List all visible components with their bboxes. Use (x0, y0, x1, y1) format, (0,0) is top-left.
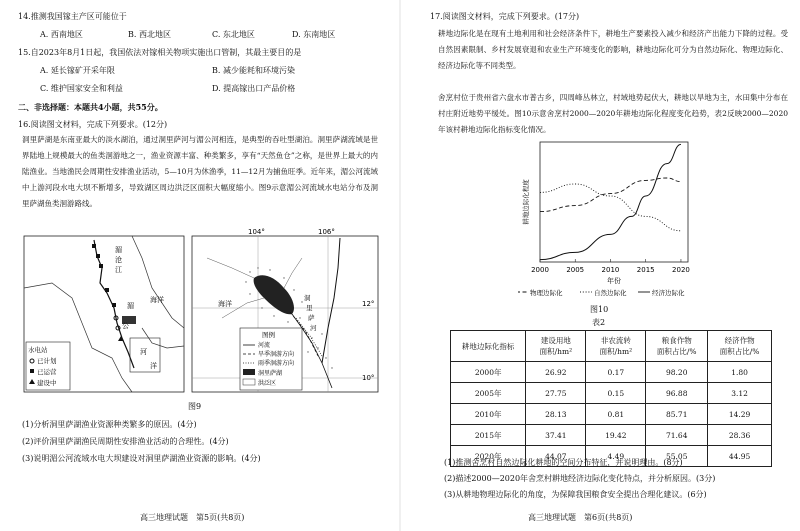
q17-sub-2: (2)描述2000—2020年舍烹村耕地经济边际化变化特点，并分析原因。(3分) (444, 474, 716, 483)
map-label-li: 里 (306, 304, 313, 312)
map-legend-title: 图例 (262, 331, 275, 339)
q16-sub-3: (3)说明湄公河流域水电大坝建设对洞里萨湖渔业资源的影响。(4分) (22, 454, 261, 463)
q16-sub-1: (1)分析洞里萨湖渔业资源种类繁多的原因。(4分) (22, 420, 197, 429)
hydropower-legend-title: 水电站 (28, 346, 48, 354)
lat-12-label: 12° (362, 300, 375, 308)
legend-label-2: 自然边际化 (594, 289, 627, 297)
map-label-sa: 萨 (308, 314, 315, 322)
q14-option-d: D. 东南地区 (292, 30, 336, 39)
map-label-lancang3: 江 (115, 266, 122, 274)
page-6-footer: 高三地理试题 第6页(共8页) (528, 513, 633, 522)
figure-9-label: 图9 (188, 402, 202, 411)
table-cell: 3.12 (708, 383, 772, 404)
q15-option-b: B. 减少能耗和环境污染 (212, 66, 295, 75)
table-row (451, 362, 772, 383)
legend-label-3: 经济边际化 (652, 289, 685, 297)
lat-10-label: 10° (362, 374, 375, 382)
x-axis-label: 年份 (607, 277, 621, 285)
table-2-label: 表2 (592, 318, 606, 327)
lon-106-label: 106° (318, 228, 335, 236)
page-5-footer: 高三地理试题 第5页(共8页) (140, 513, 245, 522)
table-cell: 19.42 (586, 425, 646, 446)
q14-stem: 14.推测我国镓主产区可能位于 (18, 12, 127, 21)
map-label-mekong2: 公 (122, 322, 129, 330)
q17-sub-1: (1)推测舍烹村自然边际化耕地的空间分布特征，并说明理由。(8分) (444, 458, 683, 467)
exam-page-6 (400, 0, 800, 531)
table-row (451, 383, 772, 404)
x-tick-label: 2020 (672, 266, 690, 274)
q16-material: 洞里萨湖是东南亚最大的淡水湖泊，通过洞里萨河与湄公河相连，是典型的吞吐型湖泊。洞里萨湖流域是世界陆地上规模最大的鱼类洄游地之一，渔业资源丰富、种类繁多，享有“天然鱼仓”之称，是世界上最大的内陆渔业。当地渔民会周期性安排渔业活动，5—10月为休渔季，11—12月为捕鱼旺季。近年来，湄公河流域中上游河段水电大坝不断增多，导致湖区周边洪泛区面积大幅度缩小。图9示意湄公河流域水电站分布及洞里萨湖鱼类洄游路线。 (22, 135, 378, 208)
table-cell: 27.75 (526, 383, 586, 404)
table-cell: 44.95 (708, 446, 772, 467)
legend-lake: 洞里萨湖 (258, 370, 283, 377)
q16-sub-2: (2)评价洞里萨湖渔民周期性安排渔业活动的合理性。(4分) (22, 437, 229, 446)
q15-option-d: D. 提高镓出口产品价格 (212, 84, 296, 93)
map-label-sea: 海洋 (150, 296, 164, 304)
map-label-he2: 河 (310, 324, 317, 332)
q16-stem: 16.阅读图文材料，完成下列要求。(12分) (18, 120, 168, 129)
q14-option-a: A. 西南地区 (40, 30, 83, 39)
table-cell: 26.92 (526, 362, 586, 383)
q15-option-a: A. 延长镓矿开采年限 (40, 66, 115, 75)
tonle-sap-map (192, 228, 378, 392)
table-header-cell: 建设用地 面积/hm² (526, 331, 586, 362)
q17-stem: 17.阅读图文材料，完成下列要求。(17分) (430, 12, 580, 21)
table-cell: 0.17 (586, 362, 646, 383)
table-cell: 2015年 (451, 425, 526, 446)
table-cell: 28.13 (526, 404, 586, 425)
table-cell: 0.81 (586, 404, 646, 425)
q14-option-c: C. 东北地区 (212, 30, 255, 39)
table-header-row (451, 331, 772, 362)
table-cell: 55.05 (646, 446, 708, 467)
x-tick-label: 2010 (601, 266, 620, 274)
table-cell: 96.88 (646, 383, 708, 404)
table-cell: 14.29 (708, 404, 772, 425)
x-tick-label: 2005 (566, 266, 585, 274)
figure-10-chart (518, 134, 698, 304)
legend-wet-season: 雨季洄游方向 (258, 360, 295, 367)
figure-10-label: 图10 (590, 305, 609, 314)
series-line-3 (540, 144, 681, 259)
legend-floodplain: 洪泛区 (258, 380, 277, 387)
map-label-yang: 洋 (150, 362, 157, 370)
q17-material-2: 舍烹村位于贵州省六盘水市普古乡，四周峰丛林立，村域地势起伏大，耕地以旱地为主，水田集中分布在村庄附近地势平缓处。图10示意舍烹村2000—2020年耕地边际化程度变化趋势，表2反映2000—2020年该村耕地边际化指标变化情况。 (438, 93, 788, 134)
table-header-cell: 耕地边际化指标 (451, 331, 526, 362)
table-row (451, 404, 772, 425)
table-row (451, 425, 772, 446)
lake-legend-icon (243, 369, 255, 375)
lon-104-label: 104° (248, 228, 265, 236)
floodplain-legend-icon (243, 379, 255, 385)
mekong-basin-map (24, 236, 184, 392)
table-cell: 0.15 (586, 383, 646, 404)
table-cell: 28.36 (708, 425, 772, 446)
map-legend (240, 328, 302, 390)
table-cell: 37.41 (526, 425, 586, 446)
table-2 (450, 330, 772, 467)
q14-option-b: B. 西北地区 (128, 30, 171, 39)
x-tick-label: 2015 (636, 266, 655, 274)
table-header-cell: 非农流转 面积/hm² (586, 331, 646, 362)
map-label-sea-right: 海洋 (218, 300, 232, 308)
q15-stem: 15.自2023年8月1日起，我国依法对镓相关物项实施出口管制，其最主要目的是 (18, 48, 302, 57)
map-label-mekong1: 湄 (127, 302, 134, 310)
table-header-cell: 经济作物 面积占比/% (708, 331, 772, 362)
legend-operating: 已运营 (37, 368, 57, 376)
figure-9-maps (22, 228, 380, 396)
q17-sub-3: (3)从耕地物理边际化的角度，为保障我国粮食安全提出合理化建议。(6分) (444, 490, 707, 499)
legend-label-1: 物理边际化 (530, 289, 563, 297)
table-cell: 98.20 (646, 362, 708, 383)
q15-option-c: C. 维护国家安全和利益 (40, 84, 123, 93)
x-tick-label: 2000 (531, 266, 549, 274)
table-cell: 2000年 (451, 362, 526, 383)
table-cell: 2005年 (451, 383, 526, 404)
table-cell: 85.71 (646, 404, 708, 425)
table-cell: 71.64 (646, 425, 708, 446)
series-line-1 (540, 178, 681, 212)
map-label-lancang1: 湄 (115, 246, 122, 254)
plot-frame (540, 142, 688, 262)
legend-construction: 建设中 (37, 379, 57, 387)
section-title: 二、非选择题：本题共4小题，共55分。 (18, 102, 163, 112)
hydropower-legend (26, 342, 70, 390)
legend-planned: 已计划 (37, 357, 57, 365)
table-cell: 44.07 (526, 446, 586, 467)
map-label-dong: 洞 (304, 294, 311, 302)
map-label-lancang2: 沧 (115, 256, 122, 264)
table-cell: 2010年 (451, 404, 526, 425)
q17-material-1: 耕地边际化是在现有土地利用和社会经济条件下，耕地生产要素投入减少和经济产出能力下降的过程。受自然因素限制、乡村发展衰退和农业生产环境变化的影响，耕地边际化可分为自然边际化、物理边际化、经济边际化等不同类型。 (438, 29, 788, 70)
legend-dry-season: 旱季洄游方向 (258, 351, 295, 358)
table-cell: 4.49 (586, 446, 646, 467)
table-cell: 2020年 (451, 446, 526, 467)
table-header-cell: 粮食作物 面积占比/% (646, 331, 708, 362)
operating-dam-icon (30, 369, 34, 373)
legend-river: 河流 (258, 342, 271, 349)
map-label-he: 河 (140, 348, 147, 356)
table-cell: 1.80 (708, 362, 772, 383)
y-axis-label: 耕地边际化程度 (522, 179, 530, 225)
